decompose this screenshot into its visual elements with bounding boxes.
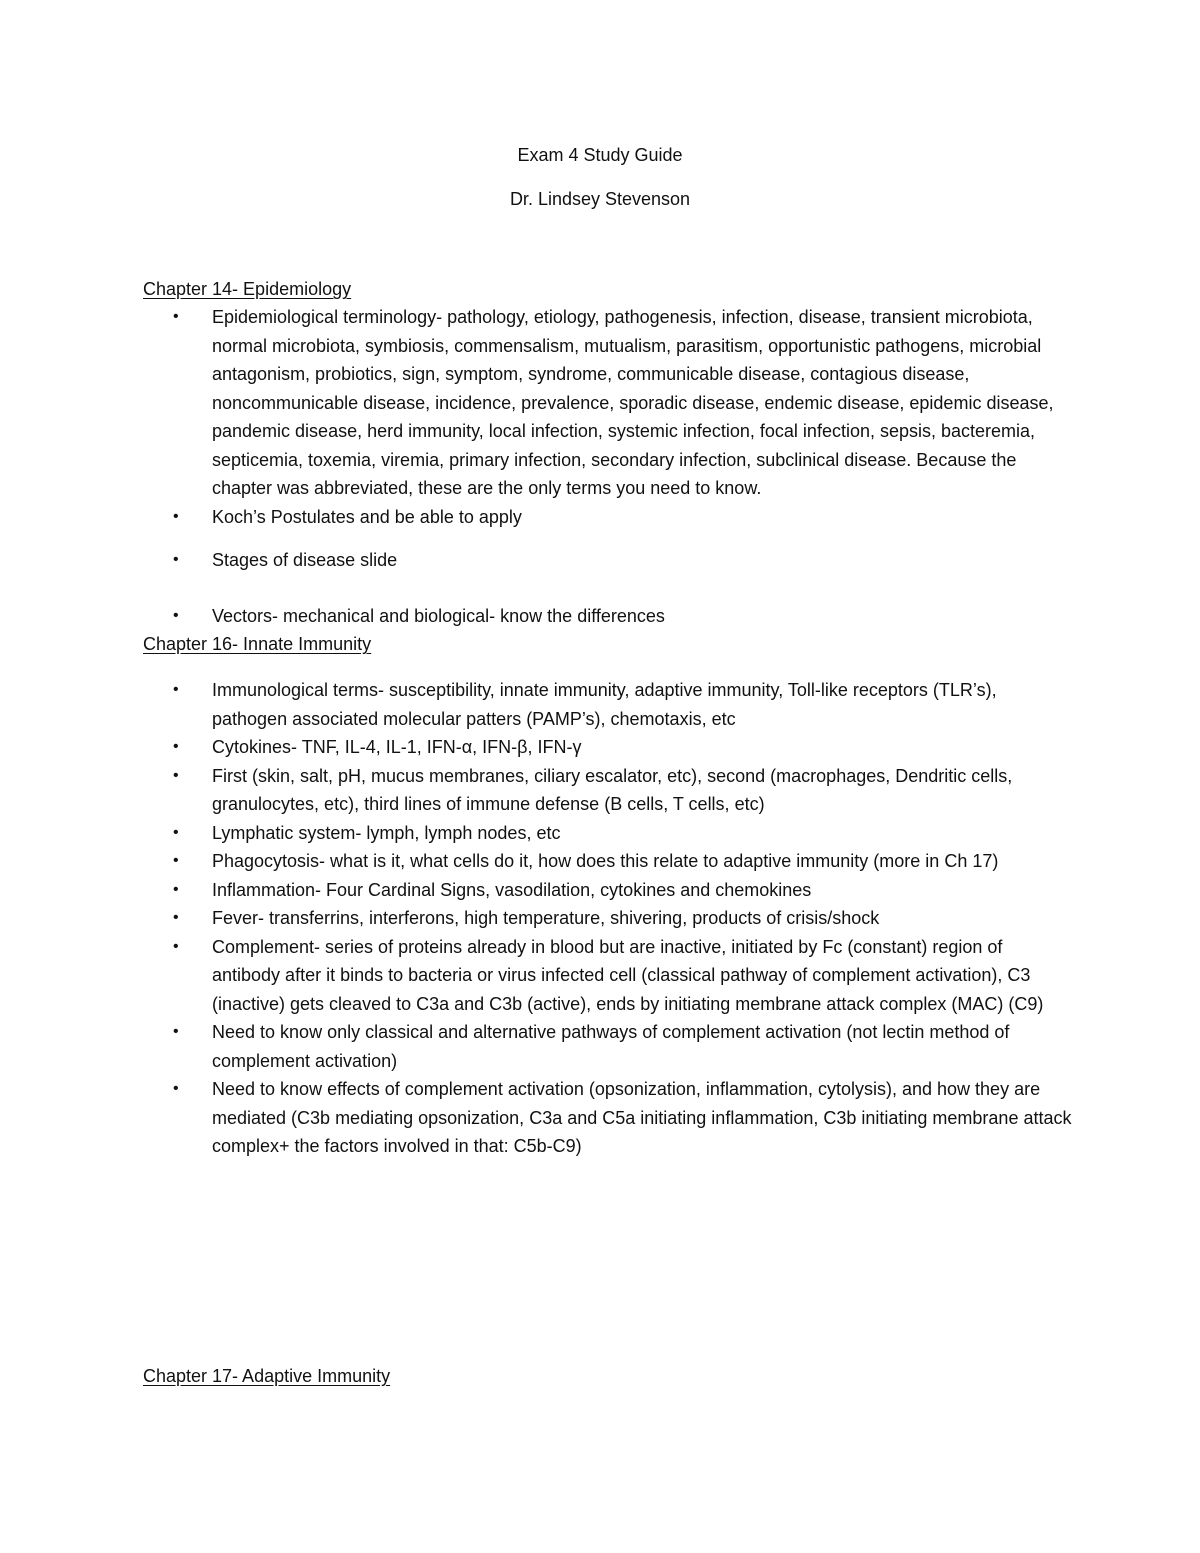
- list-item: [143, 546, 1073, 575]
- list-item: [143, 1018, 1073, 1075]
- list-item-text: Koch’s Postulates and be able to apply: [212, 506, 522, 527]
- bullet-icon: •: [173, 880, 179, 898]
- list-item-text: Epidemiological terminology- pathology, etiology, pathogenesis, infection, disease, transient microbiota, normal microbiota, symbiosis, commensalism, mutualism, parasitism, opportunistic pathogens, microbial antagonism, probiotics, sign, symptom, syndrome, communicable disease, contagious disease, noncommunicable disease, incidence, prevalence, sporadic disease, endemic disease, epidemic disease, pandemic disease, herd immunity, local infection, systemic infection, focal infection, sepsis, bacteremia, septicemia, toxemia, viremia, primary infection, secondary infection, subclinical disease. Because the chapter was abbreviated, these are the only terms you need to know.: [212, 307, 1054, 498]
- list-item: [143, 762, 1073, 819]
- list-item-text: Need to know effects of complement activation (opsonization, inflammation, cytolysis), and how they are mediated (C3b mediating opsonization, C3a and C5a initiating inflammation, C3b initiating membrane attack complex+ the factors involved in that: C5b-C9): [212, 1079, 1072, 1156]
- list-item: [143, 1075, 1073, 1161]
- bullet-icon: •: [173, 766, 179, 784]
- list-item-text: Vectors- mechanical and biological- know the differences: [212, 606, 665, 626]
- bullet-icon: •: [173, 551, 179, 568]
- chapter-14-heading: Chapter 14- Epidemiology: [143, 279, 352, 299]
- bullet-icon: •: [173, 607, 179, 624]
- bullet-icon: •: [173, 507, 179, 525]
- chapter-17-heading: Chapter 17- Adaptive Immunity: [143, 1366, 391, 1386]
- list-item: [143, 933, 1073, 1019]
- bullet-icon: •: [173, 1023, 179, 1040]
- chapter-14-list: [143, 303, 1073, 575]
- bullet-icon: •: [173, 937, 179, 955]
- bullet-icon: •: [173, 909, 179, 926]
- list-item: [143, 602, 1073, 631]
- list-item-text: Need to know only classical and alternative pathways of complement activation (not lectin method of complement activation): [212, 1022, 1010, 1071]
- list-item-text: First (skin, salt, pH, mucus membranes, ciliary escalator, etc), second (macrophages, Dendritic cells, granulocytes, etc), third lines of immune defense (B cells, T cells, etc): [212, 765, 1013, 814]
- list-item-text: Immunological terms- susceptibility, innate immunity, adaptive immunity, Toll-like receptors (TLR’s), pathogen associated molecular patters (PAMP’s), chemotaxis, etc: [212, 680, 997, 729]
- list-item: [143, 503, 1073, 532]
- chapter-16-list: [143, 676, 1073, 1161]
- bullet-icon: •: [173, 852, 179, 869]
- bullet-icon: •: [173, 738, 179, 755]
- bullet-icon: •: [173, 1080, 179, 1097]
- list-item-text: Fever- transferrins, interferons, high temperature, shivering, products of crisis/shock: [212, 908, 880, 928]
- list-item: [143, 847, 1073, 876]
- list-item-text: Stages of disease slide: [212, 550, 398, 570]
- document-title: Exam 4 Study Guide: [517, 145, 683, 165]
- bullet-icon: •: [173, 823, 179, 841]
- list-item: [143, 876, 1073, 905]
- bullet-icon: •: [173, 308, 179, 325]
- list-item: [143, 904, 1073, 933]
- document-author: Dr. Lindsey Stevenson: [509, 189, 691, 209]
- list-item-text: Lymphatic system- lymph, lymph nodes, etc: [212, 822, 561, 843]
- list-item: [143, 303, 1073, 503]
- bullet-icon: •: [173, 681, 179, 698]
- list-item-text: Cytokines- TNF, IL-4, IL-1, IFN-α, IFN-β, IFN-γ: [212, 737, 582, 757]
- list-item-text: Inflammation- Four Cardinal Signs, vasodilation, cytokines and chemokines: [212, 879, 812, 900]
- list-item: [143, 819, 1073, 848]
- chapter-14-outdented-list: [143, 602, 1073, 631]
- list-item: [143, 676, 1073, 733]
- list-item: [143, 733, 1073, 762]
- chapter-16-heading: Chapter 16- Innate Immunity: [143, 634, 372, 654]
- list-item-text: Phagocytosis- what is it, what cells do it, how does this relate to adaptive immunity (more in Ch 17): [212, 851, 999, 871]
- list-item-text: Complement- series of proteins already in blood but are inactive, initiated by Fc (constant) region of antibody after it binds to bacteria or virus infected cell (classical pathway of complement activation), C3 (inactive) gets cleaved to C3a and C3b (active), ends by initiating membrane attack complex (MAC) (C9): [212, 936, 1044, 1014]
